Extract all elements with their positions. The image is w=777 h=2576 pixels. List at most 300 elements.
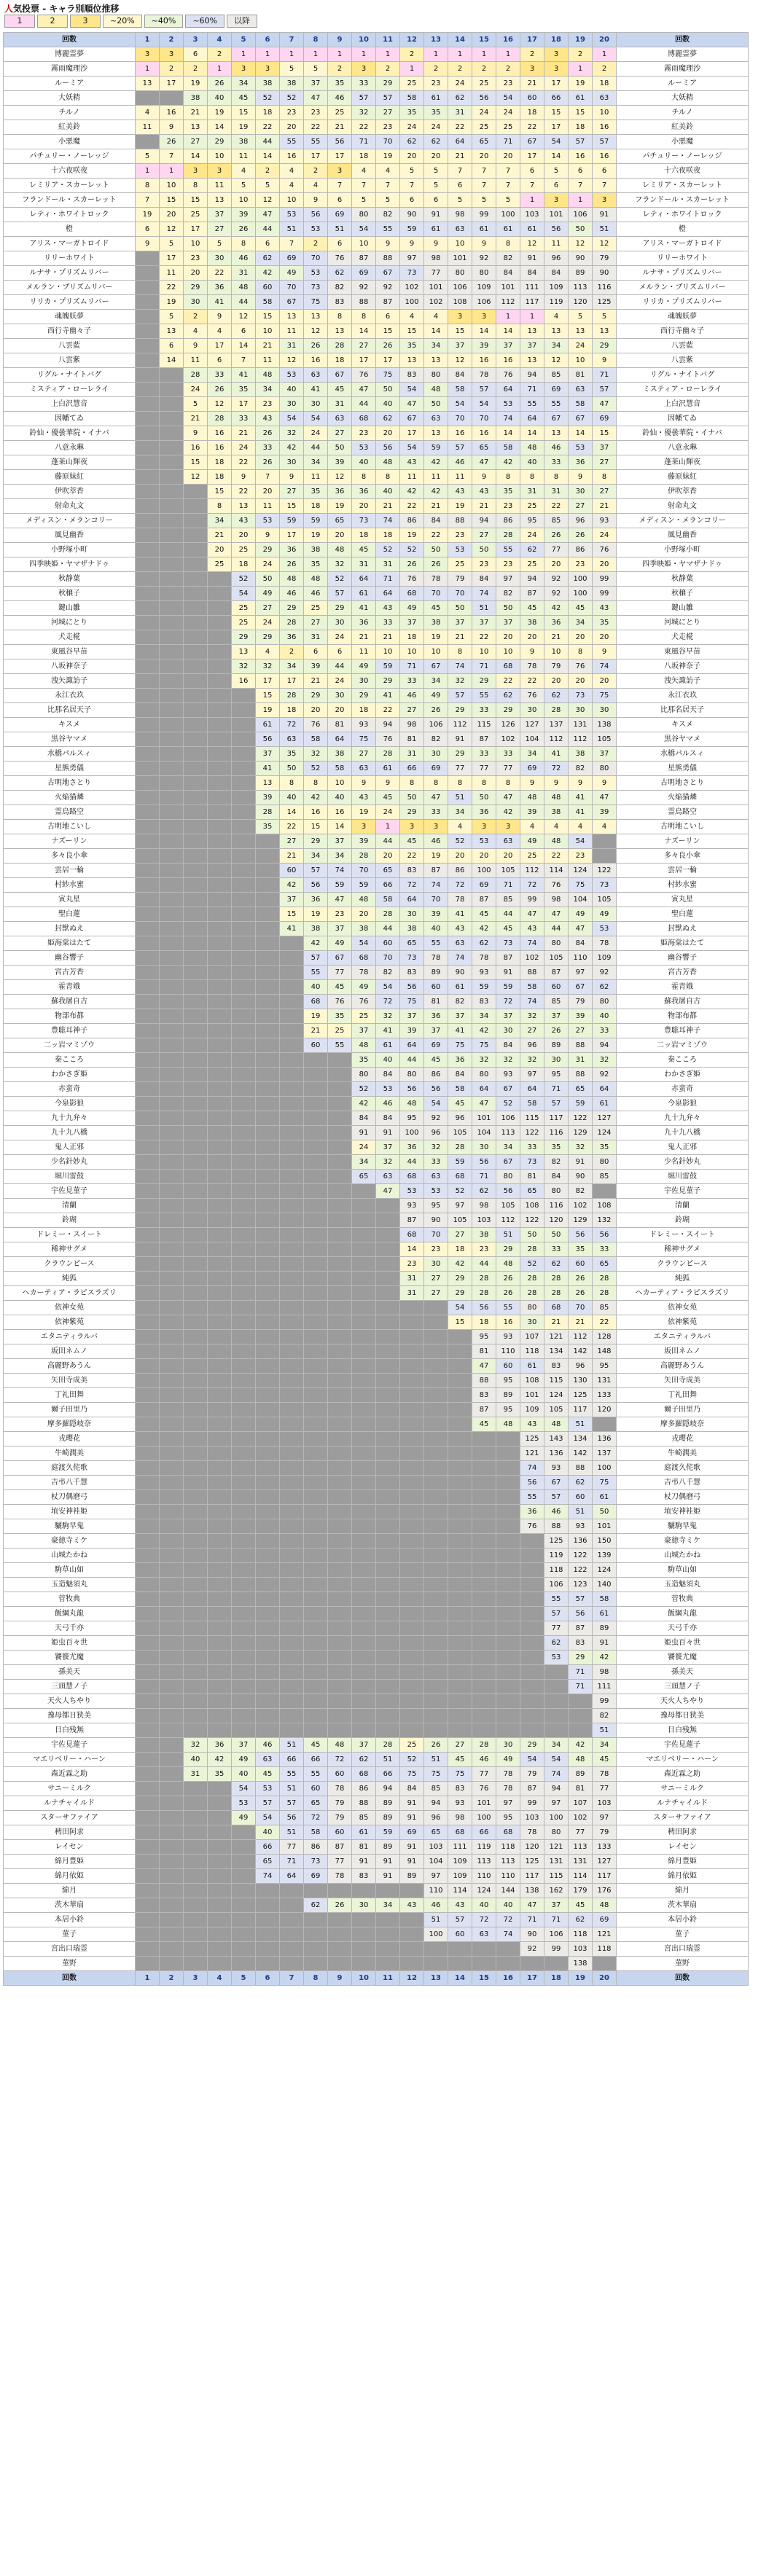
rank-cell: 48 <box>544 791 569 805</box>
rank-cell <box>232 1330 256 1344</box>
rank-cell <box>136 1767 160 1782</box>
rank-cell: 50 <box>424 397 448 412</box>
rank-cell: 34 <box>472 1009 496 1024</box>
rank-cell <box>160 1563 184 1578</box>
rank-cell <box>424 1607 448 1621</box>
rank-cell: 55 <box>520 397 544 412</box>
rank-cell <box>184 1636 208 1651</box>
rank-cell <box>376 1476 400 1490</box>
rank-cell <box>184 587 208 601</box>
rank-cell <box>472 1549 496 1563</box>
rank-cell <box>328 1155 352 1170</box>
rank-cell <box>304 1388 328 1403</box>
table-row <box>4 936 749 951</box>
table-row <box>4 1621 749 1636</box>
rank-cell: 66 <box>400 762 424 776</box>
rank-cell <box>256 893 280 907</box>
rank-cell: 9 <box>376 776 400 791</box>
rank-cell <box>424 1403 448 1417</box>
rank-cell: 74 <box>256 1869 280 1884</box>
rank-cell: 62 <box>593 980 617 995</box>
rank-cell <box>184 966 208 980</box>
round-header: 4 <box>208 33 232 47</box>
rank-cell: 6 <box>448 179 472 193</box>
rank-cell: 23 <box>400 1257 424 1272</box>
rank-cell: 20 <box>352 907 376 922</box>
rank-cell: 37 <box>496 1009 520 1024</box>
rank-cell <box>136 1957 160 1971</box>
rank-cell: 31 <box>184 1767 208 1782</box>
rank-cell: 48 <box>400 1097 424 1111</box>
rank-cell: 89 <box>569 266 593 281</box>
rank-cell: 23 <box>304 106 328 120</box>
rank-cell: 112 <box>569 1330 593 1344</box>
rank-cell: 9 <box>569 776 593 791</box>
rank-cell: 107 <box>520 1330 544 1344</box>
character-name: 鍵山雛 <box>617 601 749 616</box>
rank-cell: 71 <box>544 1082 569 1097</box>
rank-cell: 6 <box>424 193 448 208</box>
character-name: 西行寺幽々子 <box>4 324 136 339</box>
rank-cell <box>376 1534 400 1549</box>
rank-cell <box>136 762 160 776</box>
character-name: 小野塚小町 <box>617 543 749 557</box>
rank-cell: 62 <box>448 91 472 106</box>
rank-cell: 35 <box>400 339 424 353</box>
rank-cell: 70 <box>352 864 376 878</box>
rank-cell: 80 <box>472 266 496 281</box>
rank-cell: 22 <box>256 120 280 135</box>
rank-cell <box>184 1680 208 1694</box>
rank-cell <box>160 1140 184 1155</box>
rank-cell <box>232 1053 256 1068</box>
rank-cell <box>280 1111 304 1126</box>
rank-cell: 41 <box>448 907 472 922</box>
rank-cell <box>256 1621 280 1636</box>
character-name: 茨木華扇 <box>617 1898 749 1913</box>
rank-cell: 65 <box>376 864 400 878</box>
rank-cell <box>136 1024 160 1038</box>
rank-cell <box>136 718 160 732</box>
rank-cell <box>472 1578 496 1592</box>
rank-cell: 117 <box>520 295 544 310</box>
rank-cell: 48 <box>328 1738 352 1753</box>
rank-cell <box>136 1534 160 1549</box>
rank-cell <box>400 1432 424 1446</box>
rank-cell <box>376 1636 400 1651</box>
rank-cell: 21 <box>352 630 376 645</box>
rank-cell: 15 <box>280 499 304 514</box>
rank-cell <box>496 1636 520 1651</box>
rank-cell: 47 <box>520 907 544 922</box>
rank-cell: 76 <box>400 572 424 587</box>
rank-cell <box>472 1942 496 1957</box>
rank-cell <box>304 1578 328 1592</box>
rank-cell: 9 <box>593 353 617 368</box>
table-row <box>4 1884 749 1898</box>
rank-cell: 39 <box>304 659 328 674</box>
rank-cell: 14 <box>352 324 376 339</box>
rank-cell: 29 <box>208 135 232 149</box>
rank-cell <box>208 1097 232 1111</box>
rank-cell <box>208 1199 232 1213</box>
rank-cell: 70 <box>376 951 400 966</box>
rank-cell: 21 <box>232 426 256 441</box>
rank-cell: 125 <box>593 295 617 310</box>
rank-cell <box>352 1927 376 1942</box>
round-header: 19 <box>569 1971 593 1986</box>
rank-cell: 98 <box>472 1199 496 1213</box>
rank-cell: 65 <box>304 1796 328 1811</box>
table-row <box>4 1170 749 1184</box>
rank-cell: 44 <box>400 1053 424 1068</box>
rank-cell <box>160 441 184 455</box>
table-row <box>4 849 749 864</box>
rank-cell: 50 <box>569 222 593 237</box>
rank-cell <box>256 1068 280 1082</box>
character-name: 綿月豊姫 <box>4 1855 136 1869</box>
rank-cell: 52 <box>448 834 472 849</box>
rank-cell <box>496 1621 520 1636</box>
rank-cell: 6 <box>328 193 352 208</box>
rank-cell <box>280 1476 304 1490</box>
table-row <box>4 1607 749 1621</box>
rank-cell: 90 <box>569 251 593 266</box>
rank-cell: 43 <box>400 1898 424 1913</box>
rank-cell: 43 <box>448 485 472 499</box>
rank-cell <box>184 1344 208 1359</box>
rank-cell <box>520 1709 544 1723</box>
rank-cell: 55 <box>496 543 520 557</box>
rank-cell <box>424 1446 448 1461</box>
round-header: 17 <box>520 1971 544 1986</box>
rank-cell <box>184 834 208 849</box>
rank-cell <box>160 470 184 485</box>
rank-cell: 138 <box>593 718 617 732</box>
rank-cell <box>376 1927 400 1942</box>
rank-cell: 28 <box>520 1272 544 1286</box>
rank-cell: 65 <box>593 1257 617 1272</box>
rank-cell <box>280 1446 304 1461</box>
rank-cell: 28 <box>520 1286 544 1301</box>
rank-cell <box>184 1840 208 1855</box>
rank-cell <box>400 1694 424 1709</box>
rank-cell <box>352 1432 376 1446</box>
rank-cell: 109 <box>472 281 496 295</box>
rank-cell <box>400 1592 424 1607</box>
rank-cell: 40 <box>496 1898 520 1913</box>
rank-cell: 24 <box>448 77 472 91</box>
rank-cell <box>208 1301 232 1315</box>
rank-cell <box>184 659 208 674</box>
rank-cell: 45 <box>520 601 544 616</box>
rank-cell <box>136 966 160 980</box>
rank-cell: 65 <box>520 1184 544 1199</box>
rank-cell: 52 <box>520 1257 544 1272</box>
character-name: 少名針妙丸 <box>4 1155 136 1170</box>
character-name: 菫野 <box>617 1957 749 1971</box>
character-name: 駒草山如 <box>4 1563 136 1578</box>
rank-cell: 43 <box>376 601 400 616</box>
rank-cell <box>376 1417 400 1432</box>
rank-cell <box>304 1170 328 1184</box>
rank-cell: 77 <box>593 1782 617 1796</box>
rank-cell <box>448 1461 472 1476</box>
rank-cell: 2 <box>376 62 400 77</box>
character-name: 小野塚小町 <box>4 543 136 557</box>
rank-cell <box>232 1374 256 1388</box>
rank-cell: 51 <box>472 601 496 616</box>
table-row <box>4 62 749 77</box>
rank-cell <box>208 1111 232 1126</box>
rank-cell <box>184 1796 208 1811</box>
rank-cell: 71 <box>569 1665 593 1680</box>
rank-cell: 121 <box>593 1927 617 1942</box>
rank-cell: 96 <box>569 1359 593 1374</box>
rank-cell <box>376 1621 400 1636</box>
rank-cell <box>208 1665 232 1680</box>
rank-cell <box>256 1272 280 1286</box>
rank-cell: 29 <box>256 630 280 645</box>
table-row <box>4 528 749 543</box>
rank-cell <box>352 1680 376 1694</box>
rank-cell: 60 <box>424 980 448 995</box>
rank-cell: 26 <box>544 528 569 543</box>
rank-cell <box>184 1665 208 1680</box>
rank-cell: 75 <box>472 1038 496 1053</box>
rank-cell: 40 <box>304 980 328 995</box>
rank-cell <box>352 1665 376 1680</box>
rank-cell <box>208 1242 232 1257</box>
rank-cell <box>136 1038 160 1053</box>
rank-cell: 88 <box>569 1068 593 1082</box>
rank-cell: 20 <box>304 703 328 718</box>
rank-cell: 72 <box>376 995 400 1009</box>
rank-cell: 22 <box>472 630 496 645</box>
rank-cell: 26 <box>544 1024 569 1038</box>
rank-cell: 7 <box>472 179 496 193</box>
rank-cell <box>448 1446 472 1461</box>
rank-cell: 81 <box>424 995 448 1009</box>
rank-cell: 116 <box>544 1199 569 1213</box>
rank-cell: 5 <box>569 310 593 324</box>
table-row <box>4 77 749 91</box>
rank-cell: 3 <box>520 62 544 77</box>
rank-cell: 44 <box>232 295 256 310</box>
rank-cell: 8 <box>400 776 424 791</box>
rank-cell: 29 <box>569 1651 593 1665</box>
rank-cell <box>352 1388 376 1403</box>
header-label: 回数 <box>4 33 136 47</box>
rank-cell <box>208 1505 232 1519</box>
table-row <box>4 485 749 499</box>
rank-cell <box>136 995 160 1009</box>
rank-cell: 36 <box>280 630 304 645</box>
rank-cell: 10 <box>328 776 352 791</box>
rank-cell: 49 <box>400 601 424 616</box>
rank-cell: 13 <box>520 353 544 368</box>
rank-cell: 40 <box>424 922 448 936</box>
rank-cell: 54 <box>496 91 520 106</box>
rank-cell: 86 <box>569 543 593 557</box>
rank-cell <box>280 1374 304 1388</box>
rank-cell: 119 <box>472 1840 496 1855</box>
rank-cell <box>256 1344 280 1359</box>
rank-cell: 82 <box>496 587 520 601</box>
rank-cell: 22 <box>520 674 544 689</box>
rank-cell: 85 <box>424 1782 448 1796</box>
rank-cell <box>208 1024 232 1038</box>
rank-cell: 18 <box>352 149 376 164</box>
rank-cell <box>376 1228 400 1242</box>
rank-cell <box>208 1315 232 1330</box>
rank-cell: 114 <box>569 1869 593 1884</box>
table-row <box>4 1592 749 1607</box>
rank-cell: 93 <box>472 966 496 980</box>
rank-cell: 54 <box>304 412 328 426</box>
rank-cell: 82 <box>569 1184 593 1199</box>
character-name: 菫野 <box>4 1957 136 1971</box>
rank-cell <box>280 1636 304 1651</box>
table-row <box>4 1738 749 1753</box>
rank-cell <box>136 1578 160 1592</box>
rank-cell: 85 <box>544 995 569 1009</box>
rank-cell: 94 <box>424 1796 448 1811</box>
character-name: 黒谷ヤマメ <box>4 732 136 747</box>
rank-cell: 48 <box>280 572 304 587</box>
header-row-bottom <box>4 1971 749 1986</box>
rank-cell <box>184 674 208 689</box>
rank-cell <box>256 1432 280 1446</box>
rank-cell: 27 <box>569 1024 593 1038</box>
rank-cell: 1 <box>520 193 544 208</box>
table-row <box>4 543 749 557</box>
rank-cell: 13 <box>569 324 593 339</box>
rank-cell: 8 <box>448 645 472 659</box>
rank-cell: 6 <box>136 222 160 237</box>
rank-cell: 13 <box>400 353 424 368</box>
character-name: 三頭慧ノ子 <box>4 1680 136 1694</box>
rank-cell <box>232 936 256 951</box>
rank-cell <box>160 1170 184 1184</box>
rank-cell <box>376 1957 400 1971</box>
rank-cell: 59 <box>328 878 352 893</box>
rank-cell <box>208 1461 232 1476</box>
rank-cell <box>424 1680 448 1694</box>
rank-cell: 73 <box>400 951 424 966</box>
rank-cell: 1 <box>496 310 520 324</box>
rank-cell: 35 <box>593 616 617 630</box>
rank-cell <box>352 1476 376 1490</box>
rank-cell: 2 <box>160 62 184 77</box>
rank-cell: 112 <box>496 295 520 310</box>
character-name: 大妖精 <box>617 91 749 106</box>
character-name: 上白沢慧音 <box>4 397 136 412</box>
rank-cell: 6 <box>544 179 569 193</box>
rank-cell <box>160 762 184 776</box>
rank-cell <box>184 1461 208 1476</box>
rank-cell: 51 <box>593 1723 617 1738</box>
rank-cell: 17 <box>352 353 376 368</box>
rank-cell <box>232 1403 256 1417</box>
rank-cell: 77 <box>280 1840 304 1855</box>
rank-cell: 124 <box>593 1126 617 1140</box>
rank-cell: 91 <box>569 1155 593 1170</box>
rank-cell: 52 <box>352 1082 376 1097</box>
rank-cell <box>136 1855 160 1869</box>
rank-cell <box>400 1636 424 1651</box>
character-name: 霧雨魔理沙 <box>4 62 136 77</box>
rank-cell: 59 <box>569 1097 593 1111</box>
table-row <box>4 1257 749 1272</box>
rank-cell: 131 <box>569 718 593 732</box>
rank-cell: 77 <box>496 762 520 776</box>
rank-cell <box>232 1578 256 1592</box>
rank-cell <box>424 1942 448 1957</box>
rank-cell: 20 <box>593 630 617 645</box>
rank-cell <box>232 1286 256 1301</box>
rank-cell <box>472 1607 496 1621</box>
rank-cell: 101 <box>472 1796 496 1811</box>
rank-cell: 69 <box>400 1825 424 1840</box>
rank-cell <box>280 1170 304 1184</box>
rank-cell: 40 <box>184 1753 208 1767</box>
rank-cell: 48 <box>352 1038 376 1053</box>
rank-cell <box>232 1709 256 1723</box>
rank-cell: 114 <box>544 864 569 878</box>
rank-cell <box>136 557 160 572</box>
rank-cell <box>208 1476 232 1490</box>
table-row <box>4 164 749 179</box>
rank-cell <box>256 1563 280 1578</box>
rank-cell: 14 <box>424 324 448 339</box>
rank-cell: 29 <box>496 703 520 718</box>
rank-cell: 45 <box>424 1053 448 1068</box>
rank-cell <box>520 1957 544 1971</box>
rank-cell: 91 <box>520 251 544 266</box>
rank-cell <box>472 1505 496 1519</box>
rank-cell <box>280 1461 304 1476</box>
rank-cell: 29 <box>304 834 328 849</box>
rank-cell <box>232 1607 256 1621</box>
character-name: 豊聡耳神子 <box>617 1024 749 1038</box>
rank-cell: 71 <box>472 1170 496 1184</box>
rank-cell: 88 <box>352 295 376 310</box>
rank-cell: 28 <box>544 703 569 718</box>
rank-cell <box>256 922 280 936</box>
rank-cell: 31 <box>520 485 544 499</box>
rank-cell <box>328 1913 352 1927</box>
rank-cell: 49 <box>569 907 593 922</box>
rank-cell: 68 <box>352 1767 376 1782</box>
rank-cell: 52 <box>400 1753 424 1767</box>
rank-cell <box>136 1126 160 1140</box>
rank-cell <box>352 1461 376 1476</box>
rank-cell: 16 <box>208 426 232 441</box>
rank-cell <box>208 718 232 732</box>
round-header: 12 <box>400 33 424 47</box>
rank-cell: 52 <box>280 91 304 106</box>
rank-cell: 6 <box>256 237 280 251</box>
rank-cell: 76 <box>304 718 328 732</box>
rank-cell <box>376 1680 400 1694</box>
rank-cell: 42 <box>304 791 328 805</box>
table-row <box>4 1286 749 1301</box>
rank-cell: 85 <box>544 514 569 528</box>
rank-cell <box>304 1242 328 1257</box>
rank-cell <box>208 951 232 966</box>
rank-cell: 20 <box>256 485 280 499</box>
